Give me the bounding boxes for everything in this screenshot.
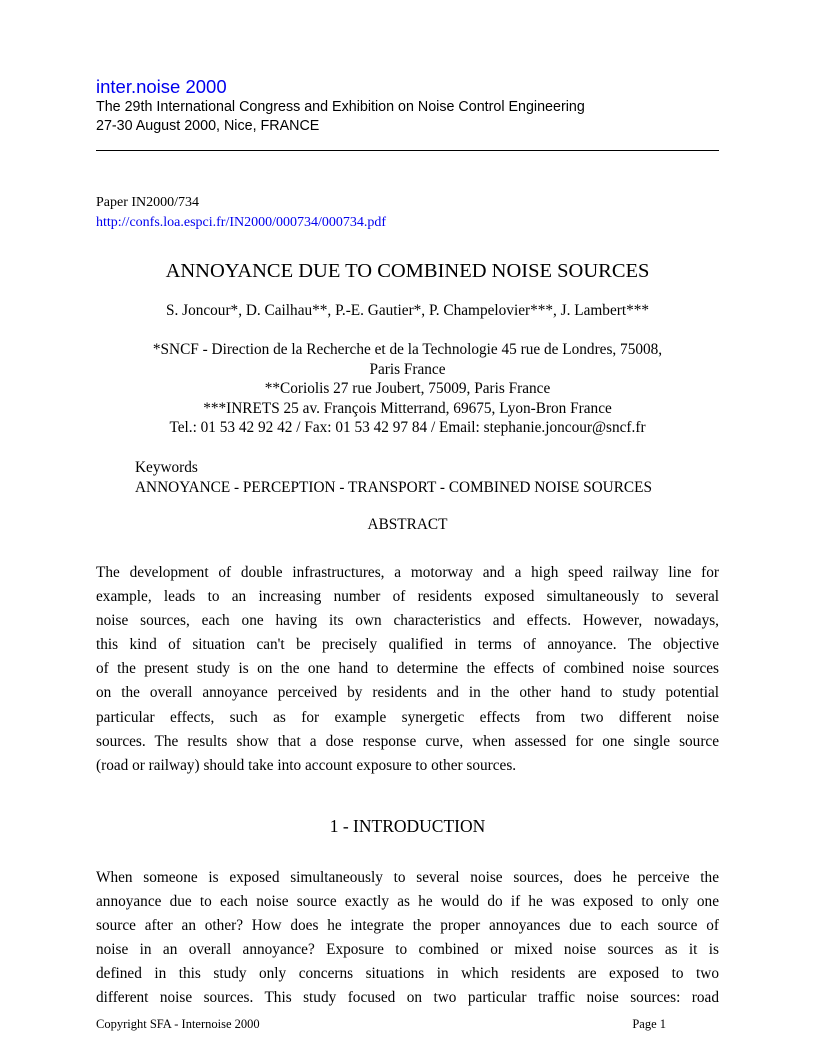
footer-page-number: Page 1 xyxy=(632,1017,666,1031)
keywords-block xyxy=(135,458,652,498)
paper-authors: S. Joncour*, D. Cailhau**, P.-E. Gautier*, P. Champelovier***, J. Lambert*** xyxy=(165,302,650,319)
conference-header xyxy=(96,76,719,136)
introduction-heading: 1 - INTRODUCTION xyxy=(329,816,486,836)
header-divider xyxy=(96,150,719,151)
abstract-line: The development of double infrastructures, a motorway and a high speed railway line for xyxy=(96,564,719,581)
abstract-line: noise sources, each one having its own characteristics and effects. However, nowadays, xyxy=(96,612,719,630)
paper-id: Paper IN2000/734 xyxy=(96,195,200,210)
intro-line: different noise sources. This study focused on two particular traffic noise sources: road xyxy=(96,989,719,1007)
conference-name[interactable]: inter.noise 2000 xyxy=(96,76,227,97)
abstract-line: this kind of situation can't be precisely qualified in terms of annoyance. The objective xyxy=(96,636,719,654)
intro-line: annoyance due to each noise source exactly as he would do if he was exposed to only one xyxy=(96,893,719,911)
affiliation-line: Paris France xyxy=(369,360,446,378)
conference-dates-location: 27-30 August 2000, Nice, FRANCE xyxy=(96,118,320,134)
abstract-heading: ABSTRACT xyxy=(367,516,448,533)
paper-title: ANNOYANCE DUE TO COMBINED NOISE SOURCES xyxy=(165,260,650,282)
abstract-body xyxy=(96,561,719,778)
intro-line: noise in an overall annoyance? Exposure to combined or mixed noise sources as it is xyxy=(96,941,719,959)
abstract-line: particular effects, such as for example synergetic effects from two different noise xyxy=(96,708,719,726)
abstract-line: example, leads to an increasing number of residents exposed simultaneously to several xyxy=(96,588,719,606)
keywords-label: Keywords xyxy=(135,459,198,476)
abstract-line: of the present study is on the one hand to determine the effects of combined noise sources xyxy=(96,660,719,678)
affiliation-contact: Tel.: 01 53 42 92 42 / Fax: 01 53 42 97 84 / Email: stephanie.joncour@sncf.fr xyxy=(169,419,646,436)
intro-line: When someone is exposed simultaneously to several noise sources, does he perceive the xyxy=(96,869,719,886)
intro-line: source after an other? How does he integrate the proper annoyances due to each source of xyxy=(96,917,719,935)
affiliations xyxy=(96,340,719,438)
footer-copyright: Copyright SFA - Internoise 2000 xyxy=(96,1017,260,1031)
affiliation-line: ***INRETS 25 av. François Mitterrand, 69675, Lyon-Bron France xyxy=(203,399,612,417)
keywords-list: ANNOYANCE - PERCEPTION - TRANSPORT - COMBINED NOISE SOURCES xyxy=(135,479,652,496)
abstract-line: (road or railway) should take into account exposure to other sources. xyxy=(96,756,517,774)
abstract-line: sources. The results show that a dose response curve, when assessed for one single source xyxy=(96,732,719,750)
abstract-line: on the overall annoyance perceived by residents and in the other hand to study potential xyxy=(96,684,719,702)
conference-full-name: The 29th International Congress and Exhibition on Noise Control Engineering xyxy=(96,99,585,115)
paper-url-link[interactable]: http://confs.loa.espci.fr/IN2000/000734/000734.pdf xyxy=(96,215,387,230)
intro-line: defined in this study only concerns situations in which residents are exposed to two xyxy=(96,965,719,983)
introduction-body xyxy=(96,866,719,1011)
affiliation-line: **Coriolis 27 rue Joubert, 75009, Paris France xyxy=(264,380,551,397)
affiliation-line: *SNCF - Direction de la Recherche et de la Technologie 45 rue de Londres, 75008, xyxy=(152,341,663,358)
